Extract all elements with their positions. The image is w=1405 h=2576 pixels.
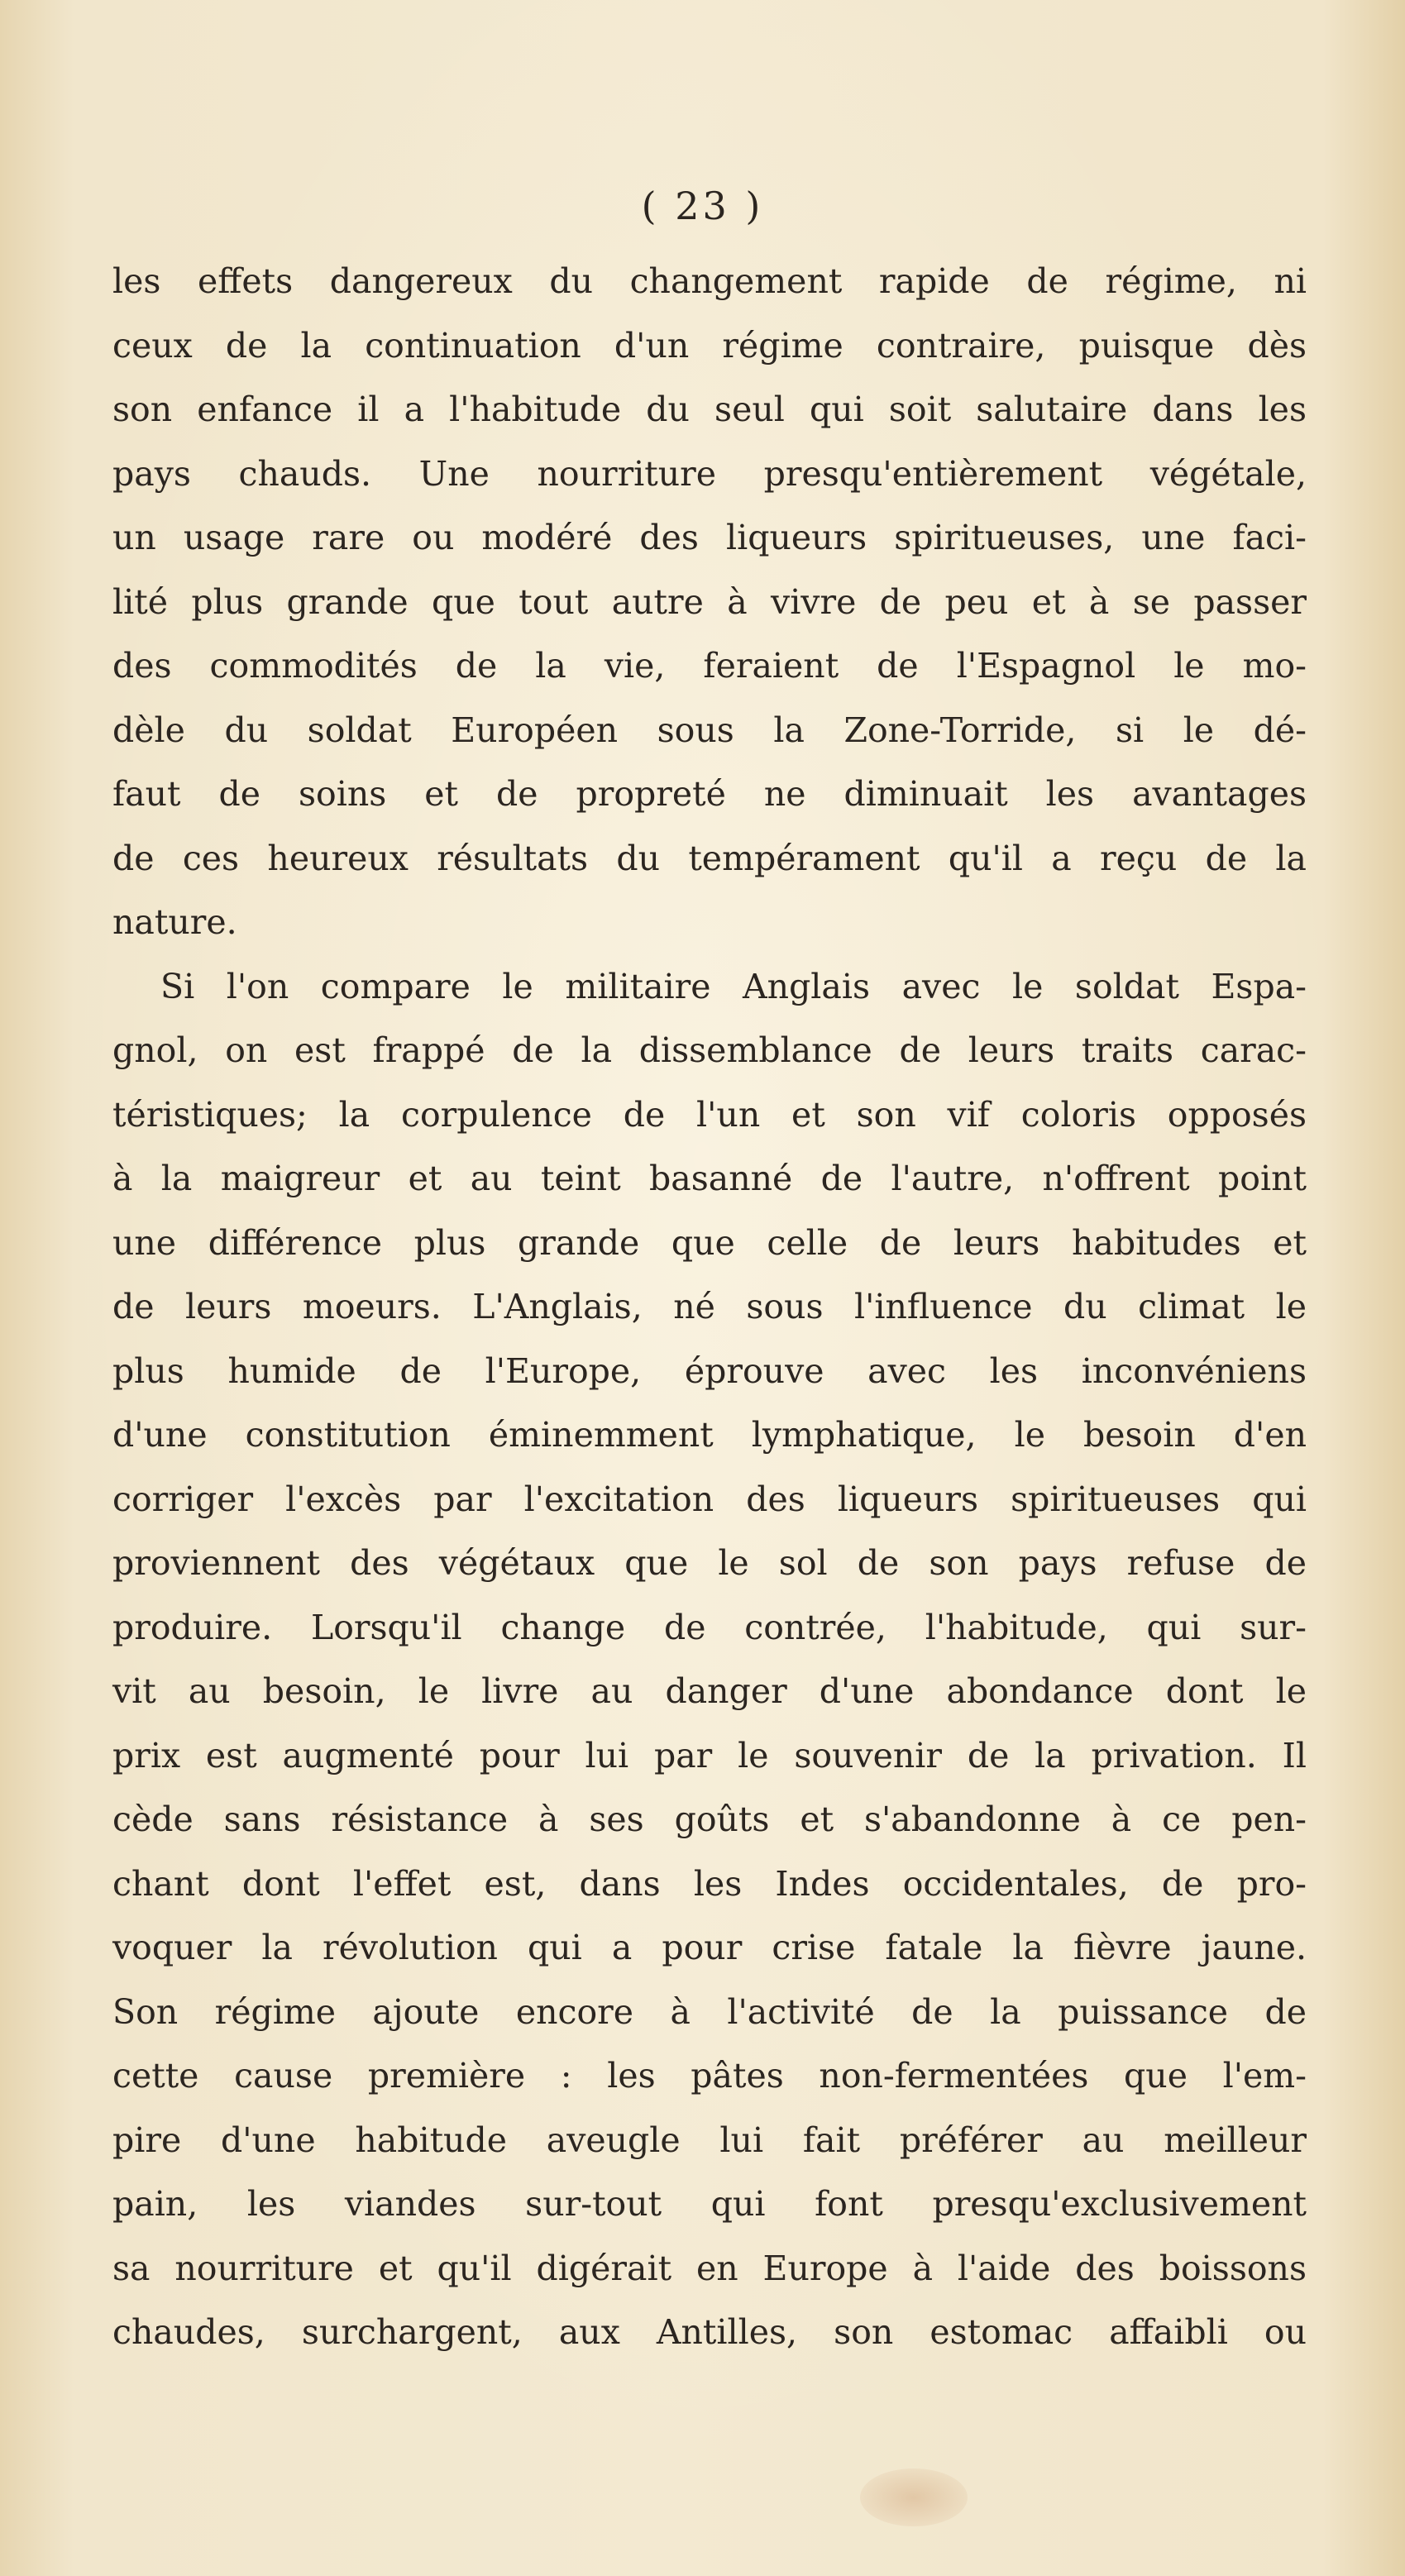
text-line: voquer la révolution qui a pour crise fatale la fièvre jaune. (112, 1928, 1307, 1967)
text-line: ceux de la continuation d'un régime contraire, puisque dès (112, 325, 1307, 366)
text-line: prix est augmenté pour lui par le souvenir de la privation. Il (112, 1735, 1307, 1775)
text-line: lité plus grande que tout autre à vivre de peu et à se passer (112, 581, 1307, 622)
text-line: de ces heureux résultats du tempérament qu'il a reçu de la (112, 838, 1307, 878)
text-line: proviennent des végétaux que le sol de son pays refuse de (112, 1543, 1307, 1583)
text-line: plus humide de l'Europe, éprouve avec les inconvéniens (112, 1350, 1307, 1391)
text-line: son enfance il a l'habitude du seul qui soit salutaire dans les (112, 390, 1307, 429)
text-line: nature. (112, 902, 237, 942)
text-line: chaudes, surchargent, aux Antilles, son estomac affaibli ou (112, 2312, 1307, 2352)
text-line: cette cause première : les pâtes non-fermentées que l'em- (112, 2056, 1307, 2096)
text-line: chant dont l'effet est, dans les Indes occidentales, de pro- (112, 1863, 1307, 1904)
text-line: à la maigreur et au teint basanné de l'autre, n'offrent point (112, 1159, 1307, 1198)
text-line: les effets dangereux du changement rapide de régime, ni (112, 261, 1307, 301)
text-line: pire d'une habitude aveugle lui fait préférer au meilleur (112, 2120, 1307, 2160)
paragraph-start-line: Si l'on compare le militaire Anglais avec le soldat Espa- (160, 966, 1307, 1006)
text-line: des commodités de la vie, feraient de l'Espagnol le mo- (112, 646, 1307, 686)
text-line: pain, les viandes sur-tout qui font presqu'exclusivement (112, 2184, 1307, 2224)
text-line: dèle du soldat Européen sous la Zone-Torride, si le dé- (112, 710, 1307, 750)
text-line: un usage rare ou modéré des liqueurs spiritueuses, une faci- (112, 518, 1307, 557)
text-line: sa nourriture et qu'il digérait en Europe à l'aide des boissons (112, 2248, 1307, 2288)
text-line: produire. Lorsqu'il change de contrée, l'habitude, qui sur- (112, 1607, 1307, 1647)
text-line: Son régime ajoute encore à l'activité de la puissance de (112, 1991, 1307, 2032)
text-line: une différence plus grande que celle de leurs habitudes et (112, 1222, 1307, 1263)
body-text (112, 250, 1307, 2365)
paper-stain (860, 2468, 968, 2526)
text-line: faut de soins et de propreté ne diminuait les avantages (112, 774, 1307, 814)
text-line: téristiques; la corpulence de l'un et son vif coloris opposés (112, 1094, 1307, 1135)
text-line: corriger l'excès par l'excitation des liqueurs spiritueuses qui (112, 1479, 1307, 1519)
page-number: ( 23 ) (641, 184, 764, 228)
text-line: d'une constitution éminemment lymphatique, le besoin d'en (112, 1415, 1307, 1455)
text-line: de leurs moeurs. L'Anglais, né sous l'influence du climat le (112, 1287, 1307, 1326)
text-line: gnol, on est frappé de la dissemblance de leurs traits carac- (112, 1030, 1307, 1070)
text-line: vit au besoin, le livre au danger d'une abondance dont le (112, 1671, 1307, 1711)
text-line: pays chauds. Une nourriture presqu'entièrement végétale, (112, 453, 1307, 494)
text-line: cède sans résistance à ses goûts et s'abandonne à ce pen- (112, 1799, 1307, 1839)
